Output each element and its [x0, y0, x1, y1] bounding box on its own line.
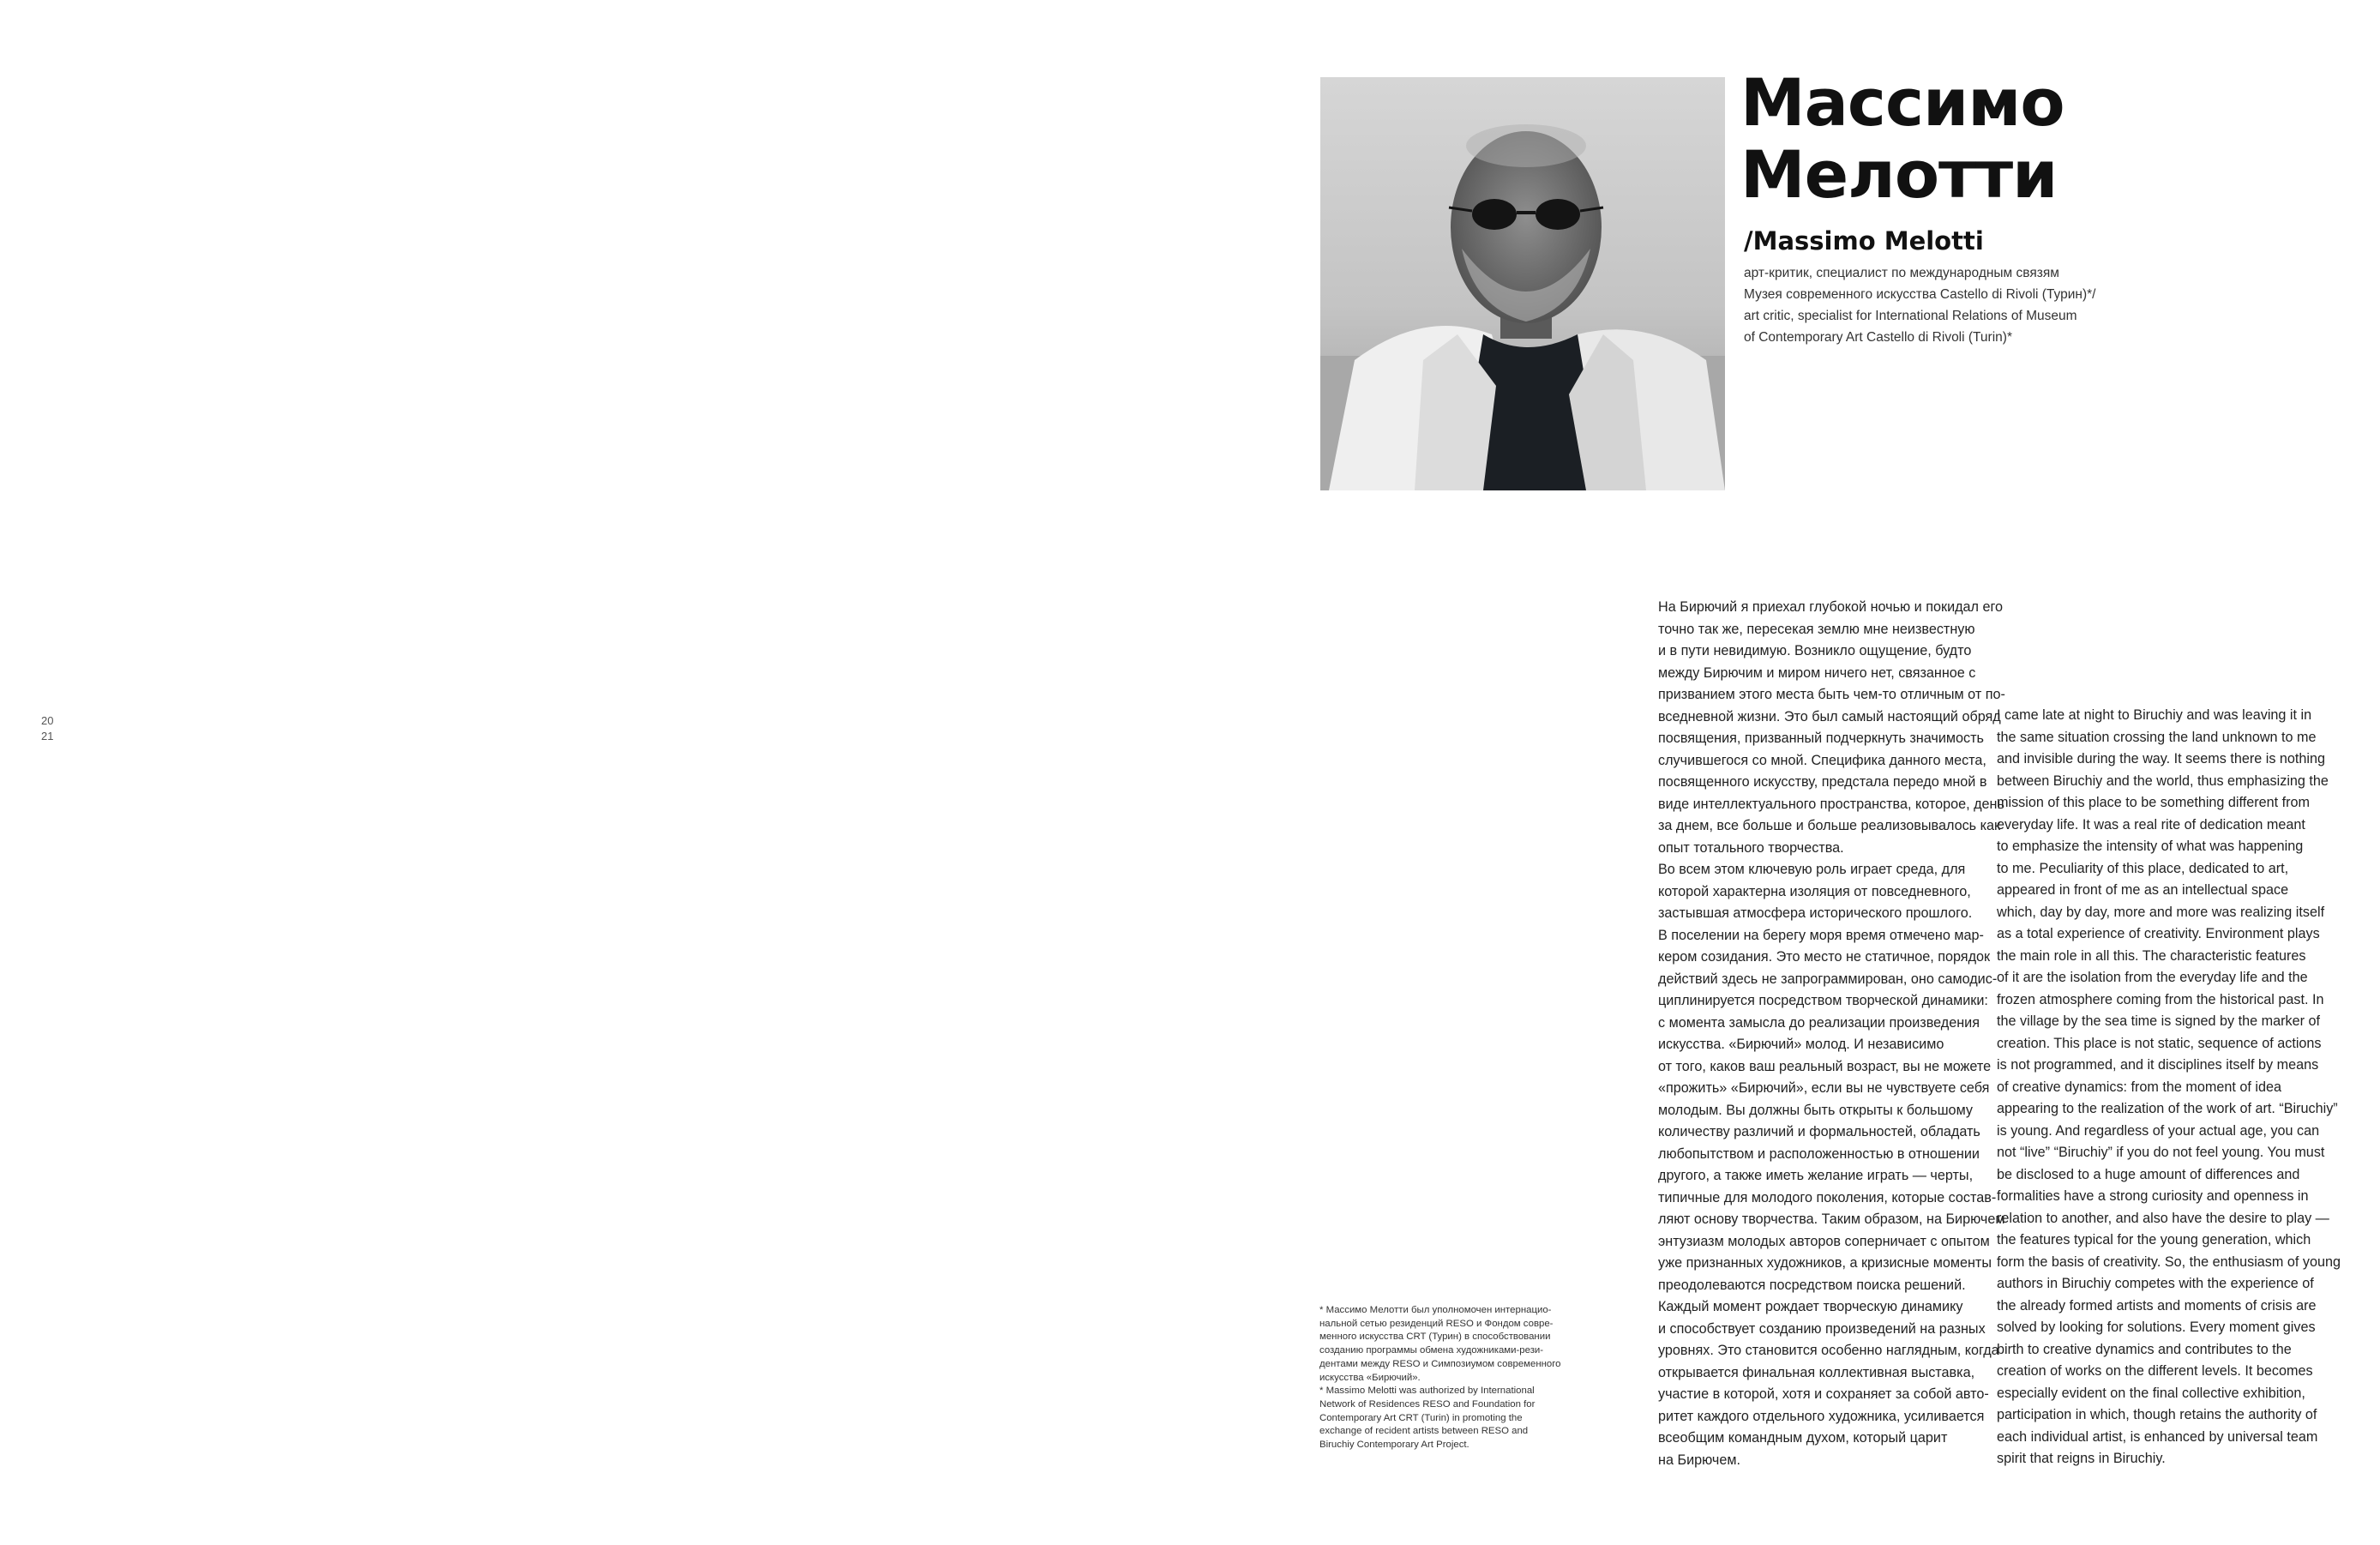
footnote-line: дентами между RESO и Симпозиумом современного — [1319, 1358, 1561, 1369]
body-line-ru: На Бирючий я приехал глубокой ночью и покидал его — [1658, 599, 2004, 615]
body-line-ru: действий здесь не запрограммирован, оно самодис- — [1658, 971, 1998, 987]
body-line-en: creation. This place is not static, sequence of actions — [1997, 1035, 2322, 1051]
portrait-image — [1320, 77, 1725, 490]
footnote-line: exchange of recident artists between RESO and — [1319, 1426, 1529, 1437]
body-line-en: and invisible during the way. It seems there is nothing — [1997, 751, 2326, 766]
body-line-en: mission of this place to be something different from — [1997, 795, 2311, 810]
role-line: Музея современного искусства Castello di Rivoli (Турин)*/ — [1744, 287, 2096, 302]
body-line-ru: посвящения, призванный подчеркнуть значимость — [1658, 730, 1984, 746]
body-text-english — [1997, 705, 2341, 1470]
body-line-ru: искусства. «Бирючий» молод. И независимо — [1658, 1037, 1944, 1052]
body-line-en: appeared in front of me as an intellectual space — [1997, 882, 2289, 898]
body-line-ru: ритет каждого отдельного художника, усиливается — [1658, 1408, 1985, 1424]
body-line-en: the village by the sea time is signed by the marker of — [1997, 1013, 2320, 1029]
body-line-en: spirit that reigns in Biruchiy. — [1997, 1451, 2166, 1466]
footnote — [1319, 1304, 1594, 1452]
subtitle-latin-name: /Massimo Melotti — [1744, 226, 1984, 255]
footnote-line: Biruchiy Contemporary Art Project. — [1319, 1440, 1469, 1451]
body-line-ru: вседневной жизни. Это был самый настоящий обряд — [1658, 708, 2001, 724]
body-line-ru: В поселении на берегу моря время отмечено мар- — [1658, 927, 1984, 943]
body-line-en: is young. And regardless of your actual age, you can — [1997, 1122, 2320, 1139]
body-line-ru: другого, а также иметь желание играть — черты, — [1658, 1168, 1974, 1183]
body-line-ru: Во всем этом ключевую роль играет среда, для — [1658, 862, 1966, 877]
footnote-line: Network of Residences RESO and Foundation for — [1319, 1398, 1536, 1410]
body-line-en: I came late at night to Biruchiy and was leaving it in — [1997, 707, 2312, 723]
body-line-ru: опыт тотального творчества. — [1658, 839, 1844, 856]
body-line-ru: уже признанных художников, а кризисные моменты — [1658, 1255, 1992, 1271]
body-line-en: between Biruchiy and the world, thus emphasizing the — [1997, 772, 2329, 789]
footnote-line: нальной сетью резиденций RESO и Фондом совре- — [1319, 1318, 1554, 1329]
body-line-en: especially evident on the final collective exhibition, — [1997, 1385, 2305, 1401]
body-line-en: the features typical for the young generation, which — [1997, 1232, 2311, 1247]
body-line-en: solved by looking for solutions. Every moment gives — [1997, 1320, 2316, 1335]
footnote-line: * Massimo Melotti was authorized by International — [1319, 1386, 1535, 1397]
body-line-ru: ляют основу творчества. Таким образом, на Бирючем — [1658, 1211, 2005, 1227]
body-line-ru: кером созидания. Это место не статичное, порядок — [1658, 949, 1991, 965]
portrait-photo — [1320, 77, 1725, 490]
role-line: of Contemporary Art Castello di Rivoli (Turin)* — [1744, 330, 2012, 345]
body-line-ru: которой характерна изоляция от повседневного, — [1658, 883, 1971, 899]
body-line-ru: между Бирючим и миром ничего нет, связанное с — [1658, 664, 1976, 681]
body-text-russian — [1658, 597, 2005, 1471]
body-line-ru: количеству различий и формальностей, обладать — [1658, 1124, 1980, 1139]
body-line-ru: участие в которой, хотя и сохраняет за собой авто- — [1658, 1386, 1989, 1402]
body-line-en: each individual artist, is enhanced by universal team — [1997, 1428, 2318, 1445]
body-line-ru: преодолеваются посредством поиска решений. — [1658, 1277, 1966, 1293]
body-line-ru: с момента замысла до реализации произведения — [1658, 1014, 1980, 1031]
footnote-line: менного искусства CRT (Турин) в способствовании — [1319, 1332, 1551, 1343]
body-line-ru: посвященного искусству, предстала передо мной в — [1658, 774, 1987, 790]
body-line-ru: открывается финальная коллективная выставка, — [1658, 1364, 1975, 1380]
body-line-ru: точно так же, пересекая землю мне неизвестную — [1658, 621, 1975, 637]
body-line-en: as a total experience of creativity. Environment plays — [1997, 926, 2320, 941]
body-line-en: which, day by day, more and more was realizing itself — [1997, 904, 2325, 920]
body-line-en: is not programmed, and it disciplines itself by means — [1997, 1057, 2319, 1073]
body-line-en: authors in Biruchiy competes with the experience of — [1997, 1276, 2314, 1291]
body-line-en: not “live” “Biruchiy” if you do not feel young. You must — [1997, 1145, 2325, 1160]
body-line-en: to me. Peculiarity of this place, dedicated to art, — [1997, 860, 2289, 876]
body-line-ru: на Бирючем. — [1658, 1452, 1740, 1468]
title-line-1: Массимо — [1740, 64, 2064, 141]
body-line-en: of creative dynamics: from the moment of idea — [1997, 1079, 2281, 1095]
body-line-ru: от того, каков ваш реальный возраст, вы не можете — [1658, 1058, 1992, 1074]
body-line-en: the same situation crossing the land unknown to me — [1997, 729, 2317, 745]
body-line-en: everyday life. It was a real rite of dedication meant — [1997, 816, 2305, 833]
body-line-ru: всеобщим командным духом, который царит — [1658, 1430, 1948, 1446]
page-number-left: 20 — [41, 714, 54, 727]
body-line-ru: Каждый момент рождает творческую динамику — [1658, 1299, 1963, 1314]
page-numbers — [41, 713, 53, 744]
page-number-right: 21 — [41, 730, 54, 742]
body-line-en: appearing to the realization of the work of art. “Biruchiy” — [1997, 1101, 2338, 1116]
body-line-ru: типичные для молодого поколения, которые состав- — [1658, 1189, 1997, 1205]
body-line-en: to emphasize the intensity of what was happening — [1997, 839, 2304, 854]
body-line-en: relation to another, and also have the desire to play — — [1997, 1210, 2329, 1226]
body-line-ru: виде интеллектуального пространства, которое, день — [1658, 796, 2004, 812]
body-line-ru: и в пути невидимую. Возникло ощущение, будто — [1658, 643, 1972, 658]
body-line-en: be disclosed to a huge amount of differences and — [1997, 1166, 2300, 1182]
body-line-en: birth to creative dynamics and contributes to the — [1997, 1341, 2292, 1357]
body-line-ru: циплинируется посредством творческой динамики: — [1658, 993, 1988, 1008]
body-line-ru: уровнях. Это становится особенно наглядным, когда — [1658, 1343, 1999, 1358]
body-line-ru: и способствует созданию произведений на разных — [1658, 1320, 1986, 1337]
body-line-ru: молодым. Вы должны быть открыты к большому — [1658, 1102, 1973, 1118]
role-line: art critic, specialist for International Relations of Museum — [1744, 309, 2077, 323]
role-line: арт-критик, специалист по международным связям — [1744, 266, 2059, 280]
body-line-en: frozen atmosphere coming from the historical past. In — [1997, 991, 2324, 1007]
body-line-ru: случившегося со мной. Специфика данного места, — [1658, 752, 1986, 768]
body-line-en: creation of works on the different levels. It becomes — [1997, 1363, 2313, 1379]
body-line-en: the main role in all this. The characteristic features — [1997, 947, 2306, 964]
body-line-en: of it are the isolation from the everyday life and the — [1997, 970, 2308, 985]
title-line-2: Мелотти — [1740, 136, 2058, 213]
body-line-en: the already formed artists and moments of crisis are — [1997, 1297, 2317, 1314]
body-line-en: form the basis of creativity. So, the enthusiasm of young — [1997, 1253, 2341, 1270]
footnote-line: Contemporary Art CRT (Turin) in promoting the — [1319, 1412, 1523, 1423]
body-line-ru: за днем, все больше и больше реализовывалось как — [1658, 818, 2001, 833]
body-line-ru: застывшая атмосфера исторического прошлого. — [1658, 905, 1973, 921]
body-line-ru: призванием этого места быть чем-то отличным от по- — [1658, 687, 2005, 702]
body-line-ru: энтузиазм молодых авторов соперничает с опытом — [1658, 1233, 1990, 1249]
body-line-ru: любопытством и расположенностью в отношении — [1658, 1145, 1980, 1162]
footnote-line: искусства «Бирючий». — [1319, 1372, 1421, 1383]
page-title — [1740, 64, 2341, 213]
body-line-en: formalities have a strong curiosity and openness in — [1997, 1188, 2309, 1204]
body-line-en: participation in which, though retains the authority of — [1997, 1407, 2317, 1422]
footnote-line: созданию программы обмена художниками-рези- — [1319, 1345, 1544, 1356]
role-description — [1744, 262, 2113, 348]
body-line-ru: «прожить» «Бирючий», если вы не чувствуете себя — [1658, 1080, 1990, 1096]
footnote-line: * Массимо Мелотти был уполномочен интернацио- — [1319, 1305, 1552, 1315]
